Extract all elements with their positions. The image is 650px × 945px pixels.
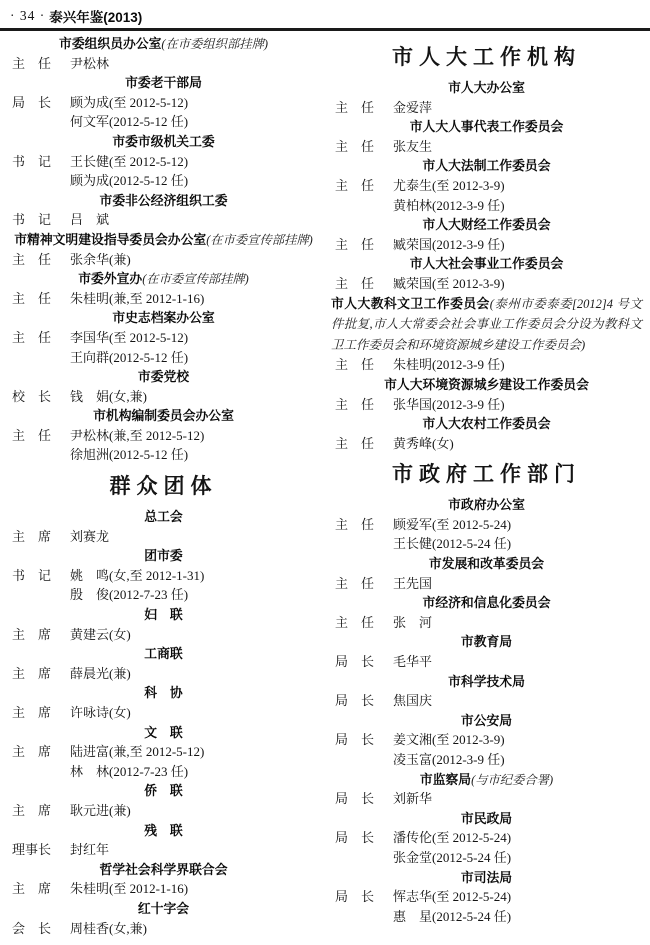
person-name: 陆进富(兼,至 2012-5-12) [70, 744, 205, 760]
person-name: 李国华(至 2012-5-12) [70, 329, 189, 345]
position-role-label: 主 任 [12, 290, 52, 306]
position-role-label: 书 记 [12, 212, 52, 228]
org-heading-text: 市民政局 [460, 810, 513, 826]
person-name: 封红年 [70, 842, 110, 858]
person-name: 顾为成(2012-5-12 任) [70, 173, 189, 189]
org-heading [8, 723, 319, 743]
org-heading-note: (泰州市委泰委[2012]4 号文件批复,市人大常委会社会事业工作委员会分设为教科文卫工作委员会和环境资源城乡建设工作委员会) [331, 296, 642, 352]
org-heading [8, 781, 319, 801]
position-entry [8, 93, 319, 113]
position-entry [8, 210, 319, 230]
org-heading-text: 市教育局 [460, 634, 513, 650]
position-entry [331, 434, 642, 454]
person-name: 毛华平 [393, 654, 433, 670]
committee-note-paragraph [331, 294, 642, 356]
position-entry [331, 235, 642, 255]
position-entry [331, 691, 642, 711]
org-heading-text: 市人大法制工作委员会 [422, 158, 551, 174]
person-name: 臧荣国(2012-3-9 任) [393, 236, 505, 252]
person-name: 刘赛龙 [70, 528, 110, 544]
position-entry [8, 703, 319, 723]
position-role-label: 主 任 [335, 575, 375, 591]
org-heading [331, 254, 642, 274]
org-heading [331, 711, 642, 731]
org-heading-text: 残 联 [144, 822, 183, 838]
org-heading [331, 770, 642, 790]
person-name: 朱桂明(至 2012-1-16) [70, 881, 189, 897]
position-role-label: 主 任 [335, 516, 375, 532]
org-heading-note: (在市委宣传部挂牌) [206, 232, 313, 247]
position-entry [331, 887, 642, 907]
position-entry [331, 613, 642, 633]
right-column [331, 34, 642, 926]
person-name: 金爱萍 [393, 99, 433, 115]
position-role-label: 主 席 [12, 665, 52, 681]
position-role-label: 会 长 [12, 920, 52, 936]
position-entry [8, 919, 319, 939]
org-heading [8, 132, 319, 152]
person-name: 尤泰生(至 2012-3-9) [393, 177, 505, 193]
org-heading-text: 市委市级机关工委 [112, 133, 215, 149]
org-heading-text: 市人大环境资源城乡建设工作委员会 [384, 376, 589, 392]
person-name: 耿元进(兼) [70, 802, 131, 818]
org-heading-text: 市公安局 [460, 712, 513, 728]
org-heading-text: 市委党校 [137, 369, 190, 385]
position-role-label: 局 长 [335, 889, 375, 905]
person-name: 张余华(兼) [70, 251, 131, 267]
org-heading-text: 市人大教科文卫工作委员会 [331, 295, 490, 311]
org-heading-text: 市委老干部局 [125, 75, 202, 91]
position-entry [331, 828, 642, 848]
position-entry [331, 789, 642, 809]
section-title: 市人大工作机构 [392, 44, 581, 69]
org-heading [331, 593, 642, 613]
position-role-label: 局 长 [335, 830, 375, 846]
position-role-label: 主 席 [12, 626, 52, 642]
position-role-label: 主 任 [335, 236, 375, 252]
org-heading [8, 546, 319, 566]
position-entry-continued [331, 196, 642, 216]
position-role-label: 局 长 [12, 94, 52, 110]
person-name: 王长健(2012-5-24 任) [393, 536, 512, 552]
org-heading [331, 554, 642, 574]
person-name: 钱 娟(女,兼) [70, 388, 147, 404]
person-name: 姜文湘(至 2012-3-9) [393, 732, 505, 748]
person-name: 殷 俊(2012-7-23 任) [70, 587, 189, 603]
page-header [10, 6, 640, 26]
position-role-label: 主 席 [12, 705, 52, 720]
position-role-label: 校 长 [12, 388, 52, 404]
org-heading-text: 市史志档案办公室 [112, 310, 215, 326]
position-entry-continued [8, 585, 319, 605]
position-role-label: 主 任 [335, 614, 375, 630]
org-heading-text: 市人大办公室 [448, 80, 525, 95]
org-heading-text: 文 联 [144, 724, 183, 740]
position-role-label: 主 任 [12, 55, 52, 71]
position-entry [331, 730, 642, 750]
person-name: 姚 鸣(女,至 2012-1-31) [70, 567, 205, 583]
header-rule [0, 28, 650, 31]
org-heading-text: 科 协 [144, 685, 183, 701]
org-heading-text: 市人大农村工作委员会 [422, 416, 551, 432]
position-entry [331, 137, 642, 157]
position-entry [8, 801, 319, 821]
person-name: 张友生 [393, 138, 433, 154]
book-title: 泰兴年鉴(2013) [49, 10, 143, 25]
org-heading [8, 860, 319, 880]
position-entry [331, 395, 642, 415]
position-role-label: 主 任 [335, 177, 375, 193]
org-heading [331, 495, 642, 515]
person-name: 王先国 [393, 575, 433, 591]
org-heading [331, 868, 642, 888]
person-name: 黄建云(女) [70, 626, 131, 642]
org-heading-text: 市委非公经济组织工委 [99, 192, 228, 208]
position-entry-continued [8, 112, 319, 132]
person-name: 徐旭洲(2012-5-12 任) [70, 447, 189, 463]
org-heading [8, 34, 319, 54]
person-name: 吕 斌 [70, 212, 110, 228]
org-heading-text: 市精神文明建设指导委员会办公室 [14, 231, 207, 247]
org-heading [331, 672, 642, 692]
person-name: 林 林(2012-7-23 任) [70, 763, 189, 779]
position-entry-continued [331, 534, 642, 554]
person-name: 朱桂明(兼,至 2012-1-16) [70, 290, 205, 306]
position-role-label: 主 任 [335, 357, 375, 373]
position-role-label: 主 席 [12, 744, 52, 760]
person-name: 张金堂(2012-5-24 任) [393, 849, 512, 865]
org-heading [8, 644, 319, 664]
position-entry [8, 742, 319, 762]
position-entry [8, 625, 319, 645]
org-heading-text: 市科学技术局 [448, 673, 525, 689]
person-name: 尹松林 [70, 55, 110, 71]
person-name: 黄秀峰(女) [393, 435, 454, 451]
position-role-label: 主 席 [12, 802, 52, 818]
org-heading-text: 工商联 [144, 646, 183, 662]
org-heading-note: (与市纪委合署) [471, 772, 554, 787]
org-heading-text: 红十字会 [137, 900, 190, 916]
position-role-label: 局 长 [335, 732, 375, 748]
org-heading [331, 414, 642, 434]
person-name: 焦国庆 [393, 693, 433, 709]
position-entry [331, 98, 642, 118]
position-role-label: 局 长 [335, 693, 375, 709]
position-role-label: 局 长 [335, 654, 375, 670]
position-entry [8, 387, 319, 407]
position-entry-continued [331, 848, 642, 868]
position-role-label: 主 任 [335, 99, 375, 115]
position-entry [8, 289, 319, 309]
person-name: 恽志华(至 2012-5-24) [393, 889, 512, 905]
org-heading [331, 632, 642, 652]
position-role-label: 主 席 [12, 528, 52, 544]
section-title: 群众团体 [109, 473, 218, 499]
position-entry-continued [8, 762, 319, 782]
org-heading [8, 73, 319, 93]
org-heading-text: 妇 联 [144, 607, 183, 623]
org-heading [331, 809, 642, 829]
org-heading-text: 侨 联 [144, 783, 183, 799]
position-entry-continued [8, 348, 319, 368]
position-role-label: 主 席 [12, 881, 52, 897]
position-role-label: 主 任 [335, 275, 375, 291]
position-entry [8, 840, 319, 860]
org-heading-text: 市司法局 [460, 869, 513, 885]
org-heading [331, 78, 642, 98]
position-entry-continued [331, 750, 642, 770]
position-role-label: 主 任 [335, 435, 375, 451]
org-heading-text: 团市委 [144, 548, 183, 564]
org-heading-text: 市政府办公室 [448, 497, 525, 513]
org-heading [8, 269, 319, 289]
position-role-label: 主 任 [12, 251, 52, 267]
position-entry [331, 355, 642, 375]
org-heading [8, 899, 319, 919]
position-role-label: 主 任 [335, 396, 375, 412]
person-name: 尹松林(兼,至 2012-5-12) [70, 427, 205, 443]
position-entry [331, 652, 642, 672]
page-number: · 34 · [10, 8, 46, 23]
person-name: 王向群(2012-5-12 任) [70, 349, 189, 365]
org-heading-text: 总工会 [144, 509, 183, 525]
org-heading-text: 市委组织员办公室 [59, 36, 162, 51]
org-heading-text: 市经济和信息化委员会 [422, 595, 551, 611]
person-name: 薛晨光(兼) [70, 665, 131, 681]
position-entry [331, 515, 642, 535]
org-heading-text: 市监察局 [419, 771, 472, 787]
position-entry [8, 879, 319, 899]
position-entry [8, 664, 319, 684]
org-heading-note: (在市委宣传部挂牌) [142, 272, 249, 287]
org-heading-text: 市发展和改革委员会 [428, 556, 545, 572]
person-name: 许咏诗(女) [70, 705, 131, 720]
org-heading [8, 308, 319, 328]
position-entry [8, 527, 319, 547]
org-heading [8, 507, 319, 527]
position-entry [8, 328, 319, 348]
org-heading [8, 230, 319, 250]
person-name: 黄柏林(2012-3-9 任) [393, 197, 505, 213]
org-heading [8, 683, 319, 703]
org-heading [8, 605, 319, 625]
position-entry-continued [331, 907, 642, 927]
org-heading-note: (在市委组织部挂牌) [161, 37, 268, 51]
position-role-label: 书 记 [12, 567, 52, 583]
position-role-label: 理事长 [12, 842, 52, 858]
org-heading-text: 市委外宣办 [78, 271, 143, 287]
org-heading-text: 哲学社会科学界联合会 [99, 861, 228, 877]
org-heading-text: 市人大社会事业工作委员会 [409, 256, 564, 272]
position-entry [331, 574, 642, 594]
person-name: 凌玉富(2012-3-9 任) [393, 752, 505, 767]
org-heading [331, 156, 642, 176]
position-entry-continued [8, 171, 319, 191]
position-entry [8, 250, 319, 270]
position-entry [8, 54, 319, 74]
person-name: 臧荣国(至 2012-3-9) [393, 275, 505, 291]
position-entry [8, 152, 319, 172]
org-heading [8, 821, 319, 841]
position-role-label: 局 长 [335, 791, 375, 807]
position-role-label: 书 记 [12, 153, 52, 169]
org-heading [8, 191, 319, 211]
position-entry [8, 426, 319, 446]
position-role-label: 主 任 [335, 138, 375, 154]
person-name: 潘传伦(至 2012-5-24) [393, 830, 512, 846]
org-heading [331, 375, 642, 395]
person-name: 顾爱军(至 2012-5-24) [393, 516, 512, 532]
person-name: 王长健(至 2012-5-12) [70, 153, 189, 169]
person-name: 顾为成(至 2012-5-12) [70, 94, 189, 110]
person-name: 张 河 [393, 614, 433, 630]
position-role-label: 主 任 [12, 329, 52, 345]
position-entry [331, 274, 642, 294]
org-heading [8, 406, 319, 426]
person-name: 惠 星(2012-5-24 任) [393, 908, 512, 924]
person-name: 何文军(2012-5-12 任) [70, 114, 189, 130]
org-heading-text: 市人大人事代表工作委员会 [409, 119, 564, 135]
org-heading-text: 市机构编制委员会办公室 [93, 408, 234, 424]
position-entry [331, 176, 642, 196]
section-title: 市政府工作部门 [392, 461, 581, 487]
position-role-label: 主 任 [12, 427, 52, 443]
org-heading [331, 117, 642, 137]
org-heading-text: 市人大财经工作委员会 [422, 217, 551, 233]
position-entry-continued [8, 445, 319, 465]
person-name: 周桂香(女,兼) [70, 920, 147, 936]
person-name: 刘新华 [393, 791, 433, 807]
person-name: 张华国(2012-3-9 任) [393, 396, 505, 412]
position-entry [8, 566, 319, 586]
org-heading [8, 367, 319, 387]
left-column [8, 34, 319, 938]
org-heading [331, 215, 642, 235]
person-name: 朱桂明(2012-3-9 任) [393, 357, 505, 373]
